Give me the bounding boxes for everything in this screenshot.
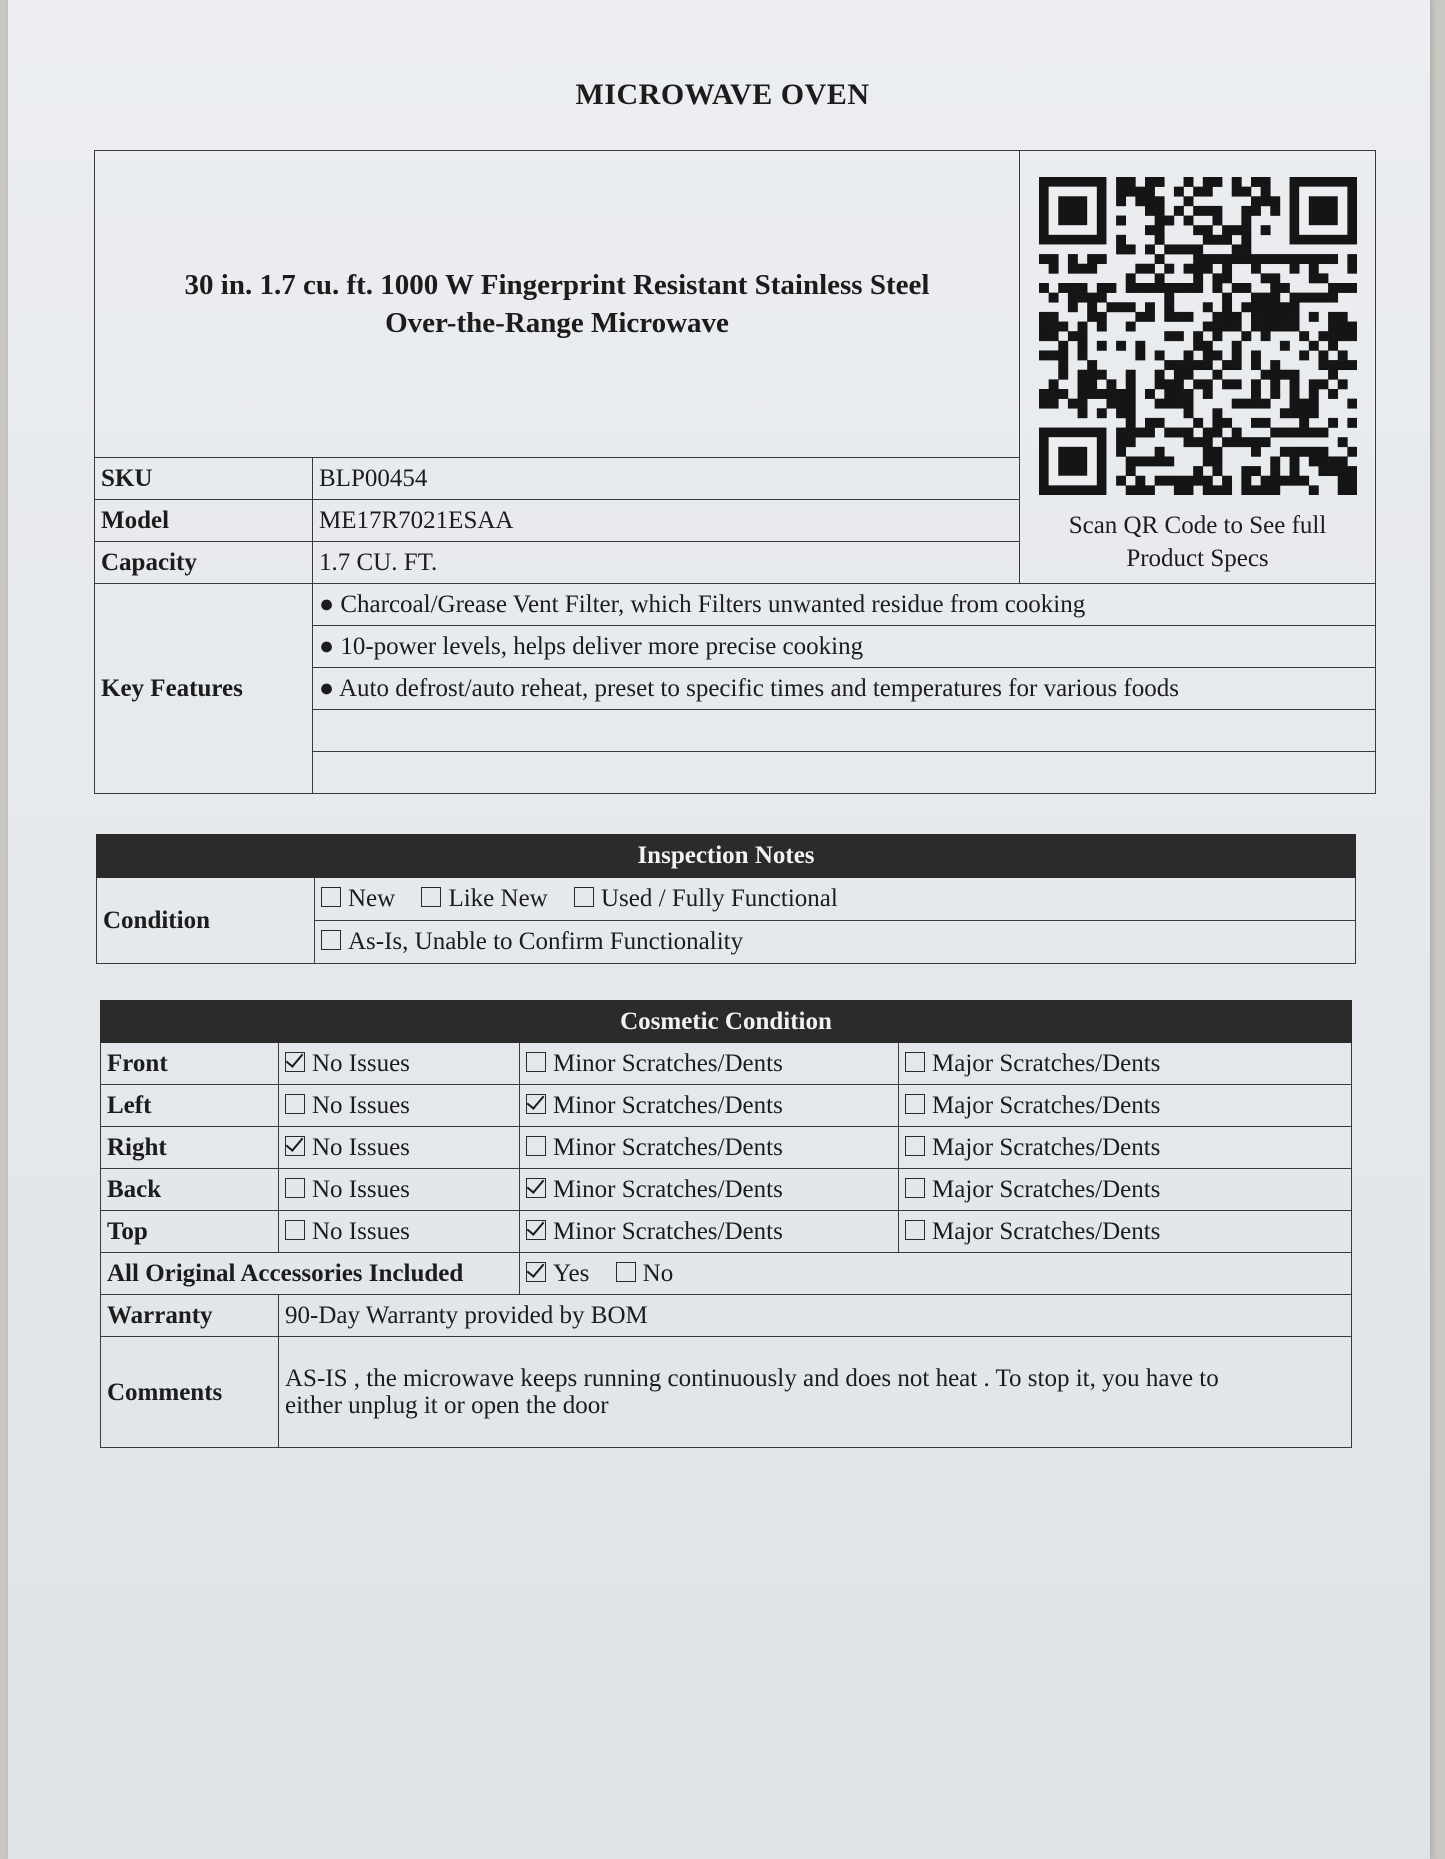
feature-item: ● Auto defrost/auto reheat, preset to specific times and temperatures for various foods	[313, 668, 1376, 710]
spec-label: Model	[95, 500, 313, 542]
cosmetic-option-major[interactable]: Major Scratches/Dents	[899, 1169, 1352, 1211]
cosmetic-row	[101, 1043, 1352, 1085]
cosmetic-side-label: Right	[101, 1127, 279, 1169]
checkbox-icon[interactable]	[285, 1094, 305, 1114]
cosmetic-option-major[interactable]: Major Scratches/Dents	[899, 1211, 1352, 1253]
product-name-line1: 30 in. 1.7 cu. ft. 1000 W Fingerprint Resistant Stainless Steel	[184, 269, 930, 301]
product-info-table	[94, 150, 1376, 794]
condition-options-row2	[315, 921, 1356, 964]
cosmetic-row	[101, 1211, 1352, 1253]
checkbox-icon[interactable]	[285, 1178, 305, 1198]
checkbox-icon[interactable]	[526, 1178, 546, 1198]
checkbox-icon[interactable]	[616, 1262, 636, 1282]
key-features-label: Key Features	[95, 584, 313, 794]
spec-value: BLP00454	[313, 458, 1020, 500]
qr-caption-line2: Product Specs	[1126, 545, 1269, 572]
cosmetic-option-major[interactable]: Major Scratches/Dents	[899, 1127, 1352, 1169]
cosmetic-option-minor[interactable]: Minor Scratches/Dents	[520, 1085, 899, 1127]
feature-item-empty	[313, 710, 1376, 752]
cosmetic-row	[101, 1169, 1352, 1211]
cosmetic-row	[101, 1127, 1352, 1169]
checkbox-icon[interactable]	[321, 930, 341, 950]
checkbox-icon[interactable]	[526, 1220, 546, 1240]
checkbox-icon[interactable]	[905, 1136, 925, 1156]
cosmetic-option-minor[interactable]: Minor Scratches/Dents	[520, 1169, 899, 1211]
checkbox-icon[interactable]	[574, 887, 594, 907]
checkbox-icon[interactable]	[905, 1178, 925, 1198]
qr-code-image[interactable]	[1039, 177, 1357, 495]
checkbox-icon[interactable]	[421, 887, 441, 907]
cosmetic-option-major[interactable]: Major Scratches/Dents	[899, 1085, 1352, 1127]
cosmetic-condition-table	[100, 1000, 1352, 1448]
cosmetic-side-label: Left	[101, 1085, 279, 1127]
feature-item: ● 10-power levels, helps deliver more precise cooking	[313, 626, 1376, 668]
cosmetic-row	[101, 1085, 1352, 1127]
cosmetic-side-label: Back	[101, 1169, 279, 1211]
checkbox-icon[interactable]	[285, 1052, 305, 1072]
cosmetic-option-minor[interactable]: Minor Scratches/Dents	[520, 1127, 899, 1169]
product-name-line2: Over-the-Range Microwave	[385, 307, 729, 339]
condition-option-like-new[interactable]: Like New	[421, 885, 547, 912]
condition-options-row1	[315, 878, 1356, 921]
warranty-label: Warranty	[101, 1295, 279, 1337]
checkbox-icon[interactable]	[526, 1136, 546, 1156]
feature-item: ● Charcoal/Grease Vent Filter, which Filters unwanted residue from cooking	[313, 584, 1376, 626]
checkbox-icon[interactable]	[285, 1136, 305, 1156]
condition-option-new[interactable]: New	[321, 885, 395, 912]
qr-caption	[1020, 509, 1375, 575]
comments-value	[279, 1337, 1352, 1448]
cosmetic-option-no-issues[interactable]: No Issues	[279, 1043, 520, 1085]
spec-label: SKU	[95, 458, 313, 500]
accessories-yes[interactable]: Yes	[526, 1260, 589, 1287]
accessories-label: All Original Accessories Included	[101, 1253, 520, 1295]
spec-label: Capacity	[95, 542, 313, 584]
cosmetic-option-no-issues[interactable]: No Issues	[279, 1085, 520, 1127]
warranty-value: 90-Day Warranty provided by BOM	[279, 1295, 1352, 1337]
cosmetic-condition-header: Cosmetic Condition	[101, 1001, 1352, 1043]
comments-line1: AS-IS , the microwave keeps running continuously and does not heat . To stop it, you have to	[285, 1365, 1219, 1392]
cosmetic-side-label: Front	[101, 1043, 279, 1085]
checkbox-icon[interactable]	[905, 1220, 925, 1240]
checkbox-icon[interactable]	[321, 887, 341, 907]
comments-line2: either unplug it or open the door	[285, 1392, 609, 1419]
accessories-options	[520, 1253, 1352, 1295]
cosmetic-option-minor[interactable]: Minor Scratches/Dents	[520, 1211, 899, 1253]
checkbox-icon[interactable]	[526, 1094, 546, 1114]
checkbox-icon[interactable]	[285, 1220, 305, 1240]
cosmetic-option-no-issues[interactable]: No Issues	[279, 1127, 520, 1169]
qr-code-icon	[1039, 177, 1357, 495]
condition-option-as-is[interactable]: As-Is, Unable to Confirm Functionality	[321, 928, 743, 955]
qr-cell	[1020, 151, 1376, 584]
checkbox-icon[interactable]	[526, 1052, 546, 1072]
checkbox-icon[interactable]	[905, 1052, 925, 1072]
feature-item-empty	[313, 752, 1376, 794]
spec-value: 1.7 CU. FT.	[313, 542, 1020, 584]
cosmetic-side-label: Top	[101, 1211, 279, 1253]
cosmetic-option-major[interactable]: Major Scratches/Dents	[899, 1043, 1352, 1085]
inspection-notes-table	[96, 834, 1356, 964]
checkbox-icon[interactable]	[905, 1094, 925, 1114]
cosmetic-option-no-issues[interactable]: No Issues	[279, 1169, 520, 1211]
inspection-notes-header: Inspection Notes	[97, 835, 1356, 878]
cosmetic-option-no-issues[interactable]: No Issues	[279, 1211, 520, 1253]
spec-value: ME17R7021ESAA	[313, 500, 1020, 542]
qr-caption-line1: Scan QR Code to See full	[1068, 512, 1327, 539]
condition-option-used[interactable]: Used / Fully Functional	[574, 885, 838, 912]
condition-label: Condition	[97, 878, 315, 964]
cosmetic-option-minor[interactable]: Minor Scratches/Dents	[520, 1043, 899, 1085]
accessories-no[interactable]: No	[616, 1260, 674, 1287]
checkbox-icon[interactable]	[526, 1262, 546, 1282]
comments-label: Comments	[101, 1337, 279, 1448]
product-name-cell	[95, 151, 1020, 458]
document-title: MICROWAVE OVEN	[575, 78, 870, 111]
